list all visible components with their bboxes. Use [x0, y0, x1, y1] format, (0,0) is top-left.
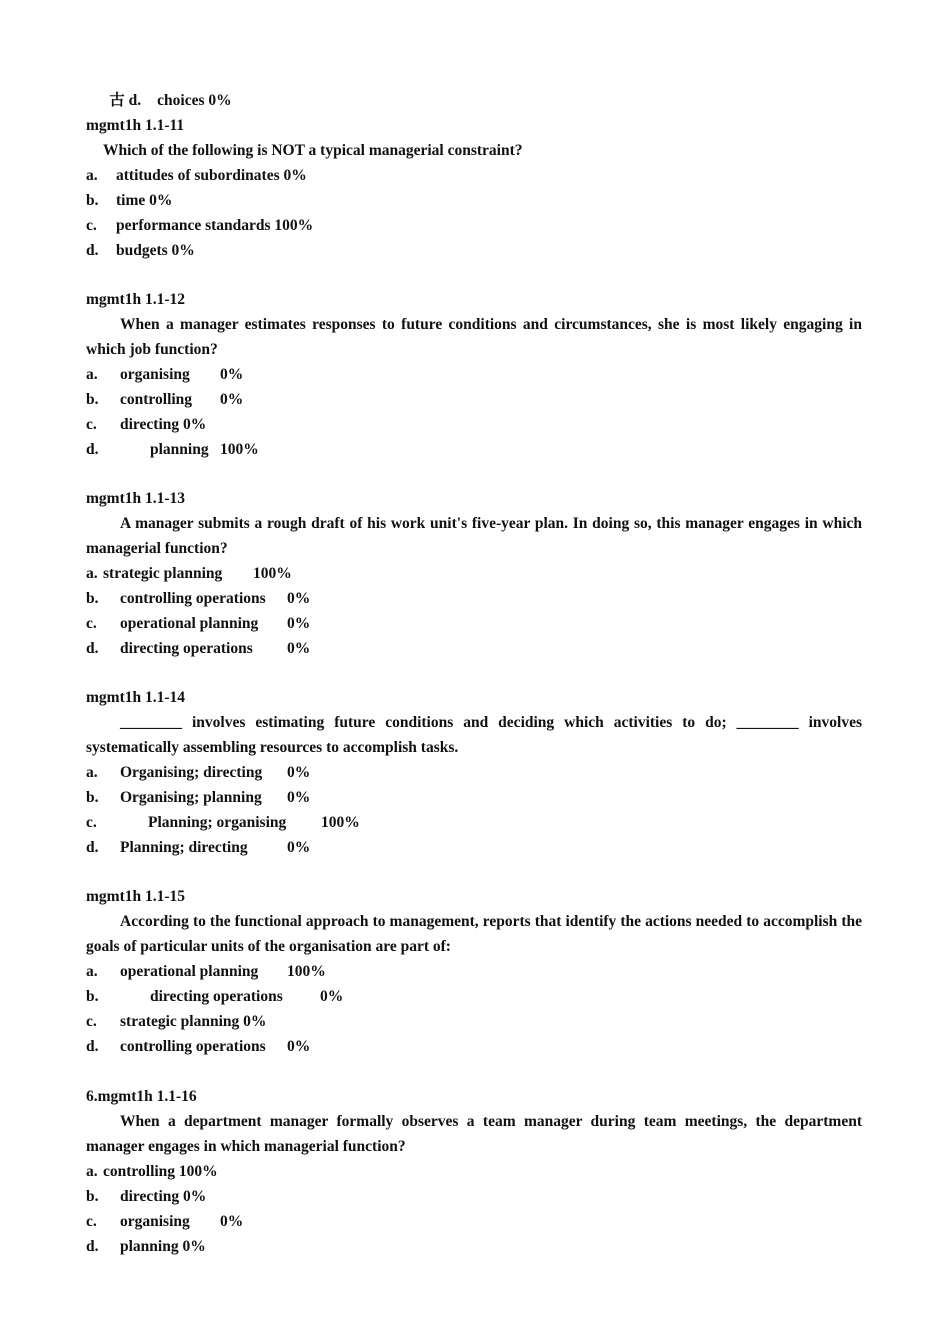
question-id: mgmt1h 1.1-11 — [86, 117, 185, 134]
question-stem: Which of the following is NOT a typical managerial constraint? — [103, 142, 523, 159]
option-c: c. operational planning 0% — [86, 615, 311, 632]
question-block — [86, 1084, 862, 1259]
option-c: c. directing 0% — [86, 416, 207, 433]
option-d: d. controlling operations 0% — [86, 1038, 311, 1055]
option-c: c. strategic planning 0% — [86, 1013, 267, 1030]
option-b: b. controlling 0% — [86, 391, 244, 408]
question-stem: When a manager estimates responses to future conditions and circumstances, she is most likely engaging in which job function? — [86, 316, 862, 358]
lead-glyph: 古 — [109, 92, 125, 109]
lead-line — [86, 63, 862, 109]
option-b: b. controlling operations 0% — [86, 590, 311, 607]
option-b: b. directing 0% — [86, 1188, 207, 1205]
option-a: a. controlling 100% — [86, 1163, 218, 1180]
option-a: a. attitudes of subordinates 0% — [86, 167, 307, 184]
option-a: a. organising 0% — [86, 366, 244, 383]
option-a: a. Organising; directing 0% — [86, 764, 311, 781]
question-id: mgmt1h 1.1-15 — [86, 888, 186, 905]
option-b: b. time 0% — [86, 192, 173, 209]
option-d: d. planning 0% — [86, 1238, 206, 1255]
lead-letter: d. — [128, 92, 142, 109]
option-d: d. planning 100% — [86, 441, 259, 458]
option-a: a. operational planning 100% — [86, 963, 326, 980]
question-id: mgmt1h 1.1-12 — [86, 291, 186, 308]
question-block — [86, 685, 862, 860]
question-block — [86, 884, 862, 1059]
option-d: d. budgets 0% — [86, 242, 195, 259]
question-block — [86, 287, 862, 462]
option-c: c. Planning; organising 100% — [86, 814, 360, 831]
option-d: d. Planning; directing 0% — [86, 839, 311, 856]
question-stem: When a department manager formally observes a team manager during team meetings, the department manager engages in which managerial function? — [86, 1113, 862, 1155]
option-c: c. organising 0% — [86, 1213, 244, 1230]
option-b: b. directing operations 0% — [86, 988, 344, 1005]
lead-text: choices 0% — [157, 92, 232, 109]
option-c: c. performance standards 100% — [86, 217, 314, 234]
option-a: a. strategic planning 100% — [86, 565, 292, 582]
option-d: d. directing operations 0% — [86, 640, 311, 657]
question-block — [86, 486, 862, 661]
question-block — [86, 113, 862, 263]
question-stem: According to the functional approach to management, reports that identify the actions needed to accomplish the goals of particular units of the organisation are part of: — [86, 913, 862, 955]
question-id: mgmt1h 1.1-14 — [86, 689, 186, 706]
question-id: 6.mgmt1h 1.1-16 — [86, 1088, 197, 1105]
question-stem: ________ involves estimating future conditions and deciding which activities to do; ________ involves systematically assembling resources to accomplish tasks. — [86, 714, 862, 756]
option-b: b. Organising; planning 0% — [86, 789, 311, 806]
question-id: mgmt1h 1.1-13 — [86, 490, 186, 507]
question-stem: A manager submits a rough draft of his work unit's five-year plan. In doing so, this manager engages in which managerial function? — [86, 515, 862, 557]
